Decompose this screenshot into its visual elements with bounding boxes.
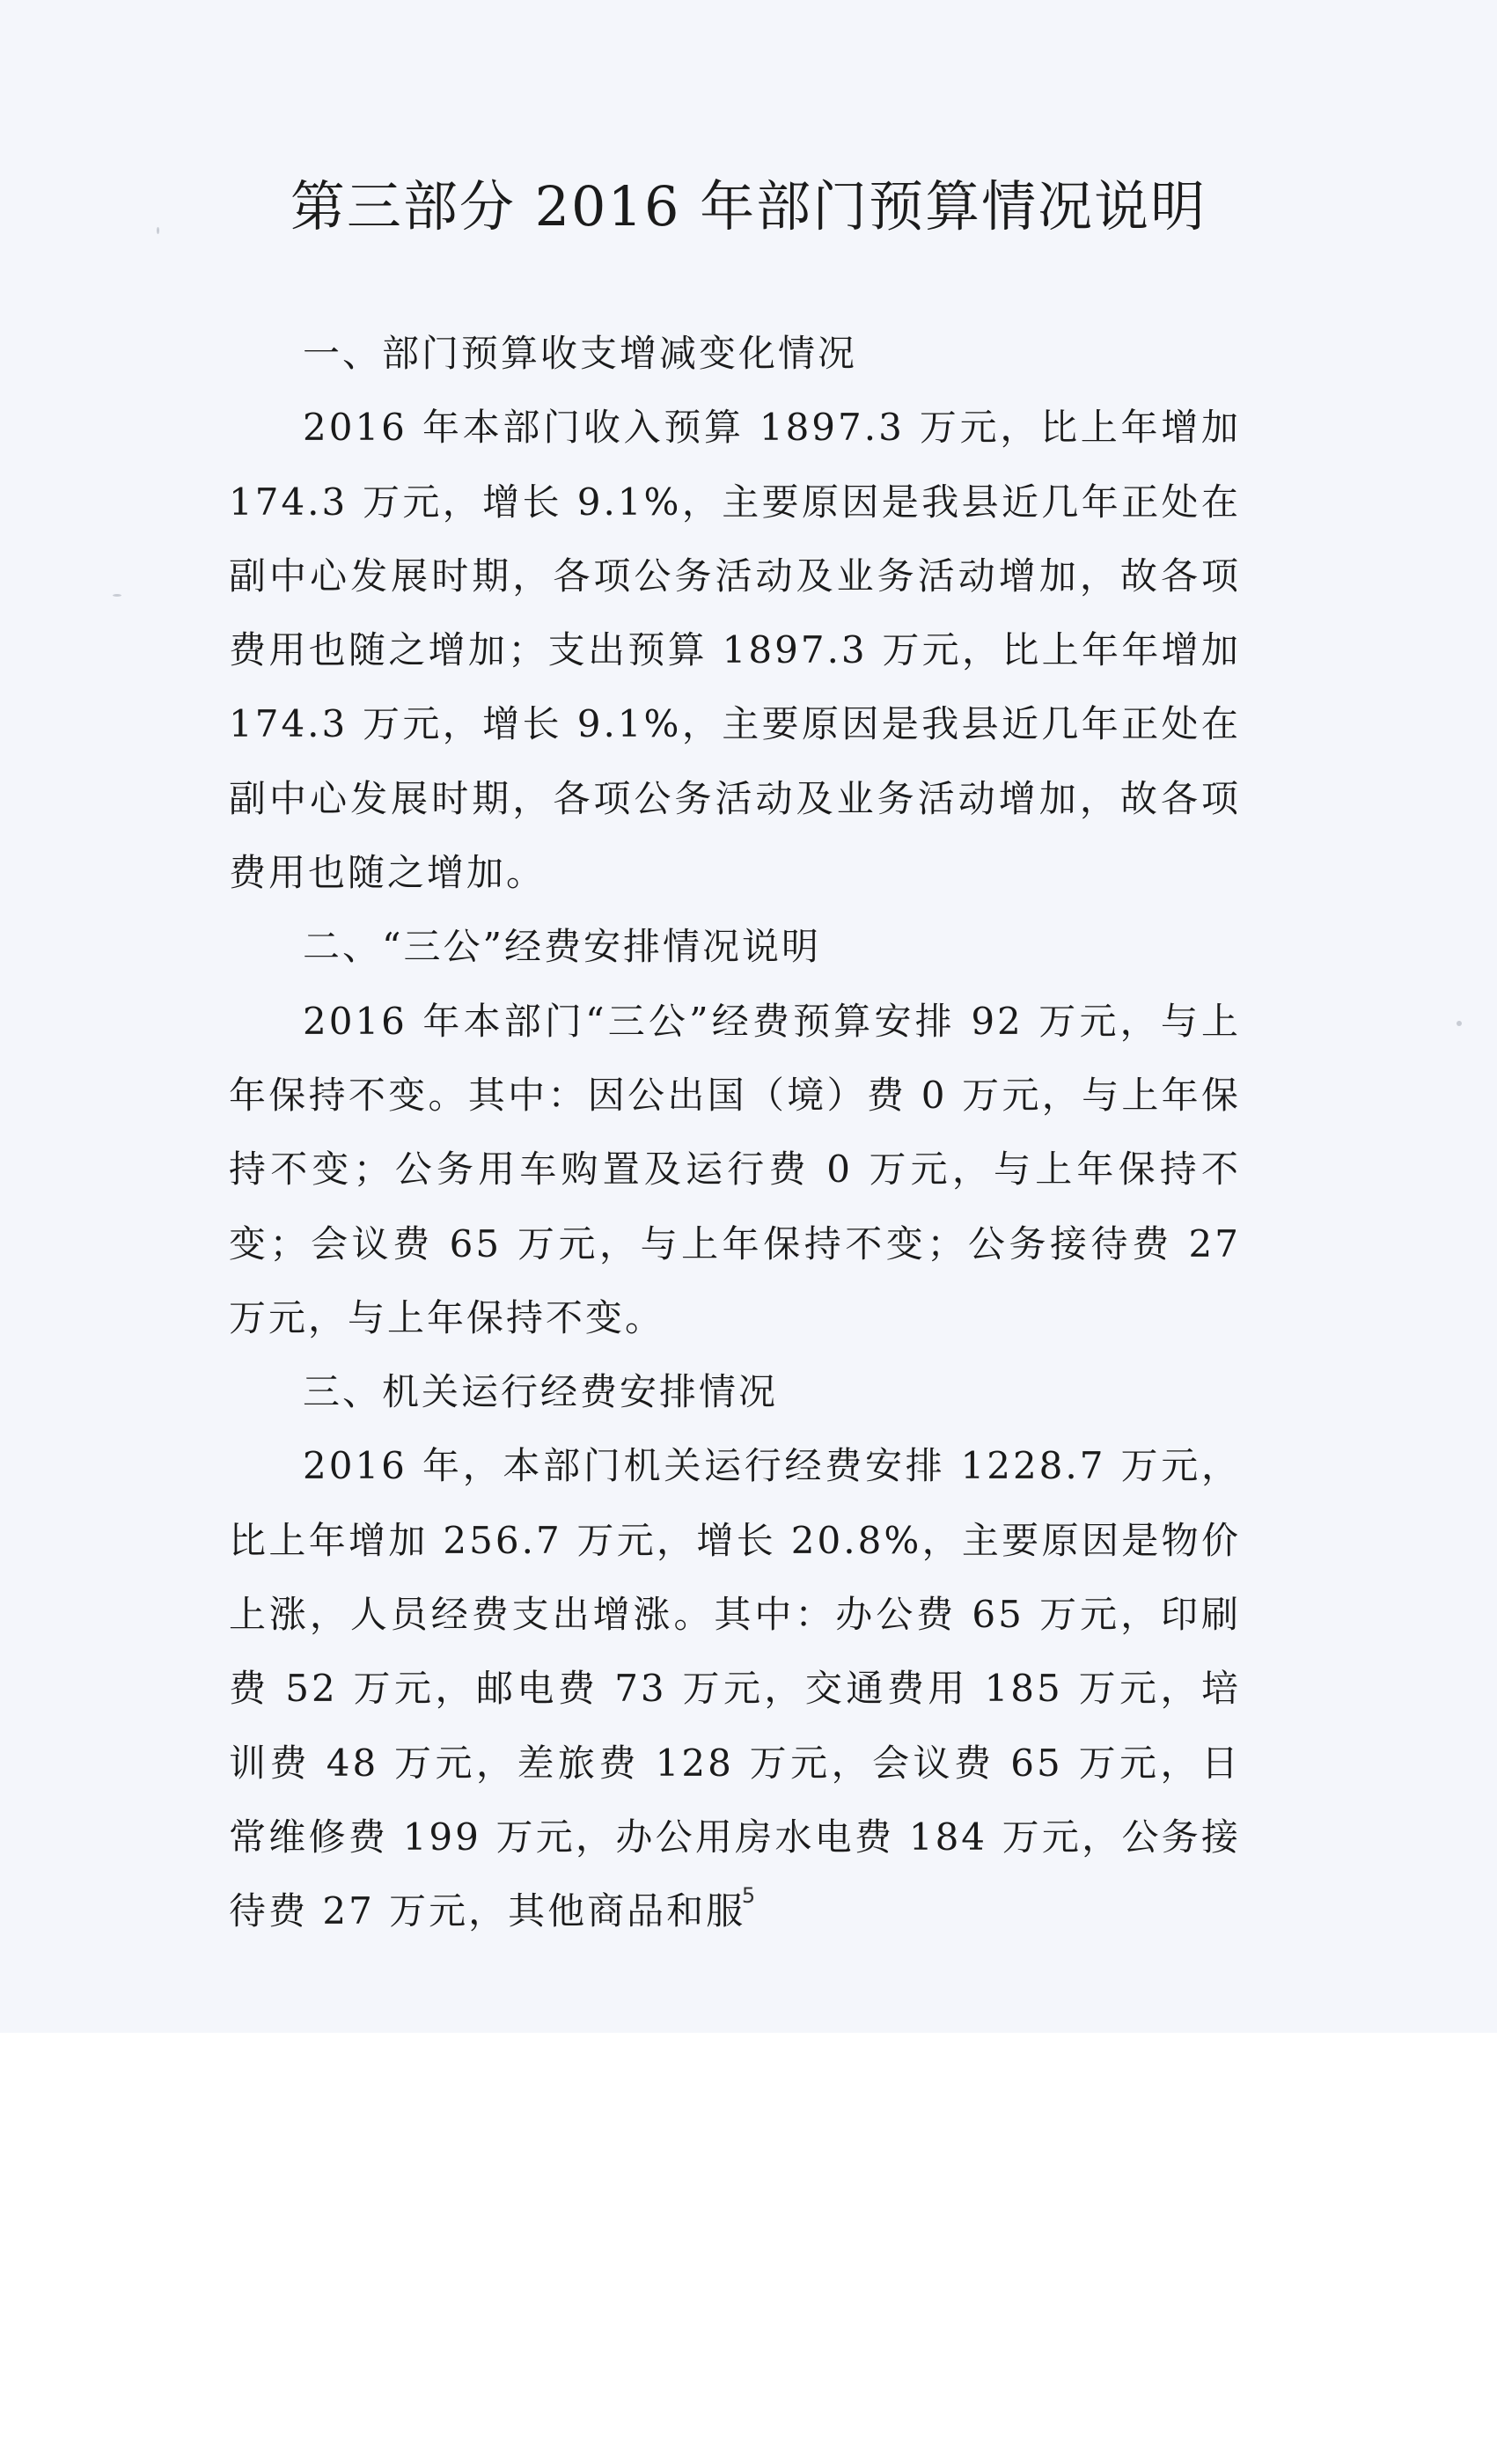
section-heading: 一、部门预算收支增减变化情况 xyxy=(303,332,858,375)
section-budget-changes xyxy=(229,317,1241,910)
blank-margin xyxy=(0,2033,1497,2464)
scan-speck xyxy=(113,594,121,597)
section-heading: 三、机关运行经费安排情况 xyxy=(303,1370,779,1414)
section-operating-expenses xyxy=(229,1355,1241,1948)
paragraph: 2016 年本部门收入预算 1897.3 万元，比上年增加 174.3 万元，增长 9.1%，主要原因是我县近几年正处在副中心发展时期，各项公务活动及业务活动增加，故各项费用也随之增加；支出预算 1897.3 万元，比上年年增加 174.3 万元，增长 9.1%，主要原因是我县近几年正处在副中心发展时期，各项公务活动及业务活动增加，故各项费用也随之增加。 xyxy=(229,406,1241,895)
scan-speck xyxy=(1457,1021,1462,1026)
page-title: 第三部分 2016 年部门预算情况说明 xyxy=(290,174,1207,238)
paragraph: 2016 年，本部门机关运行经费安排 1228.7 万元，比上年增加 256.7 万元，增长 20.8%，主要原因是物价上涨，人员经费支出增涨。其中：办公费 65 万元，印刷费 52 万元，邮电费 73 万元，交通费用 185 万元，培训费 48 万元，差旅费 128 万元，会议费 65 万元，日常维修费 199 万元，办公用房水电费 184 万元，公务接待费 27 万元，其他商品和服 xyxy=(229,1444,1241,1933)
page-number: 5 xyxy=(741,1883,756,1908)
document-body xyxy=(229,317,1241,1949)
paragraph: 2016 年本部门“三公”经费预算安排 92 万元，与上年保持不变。其中：因公出国（境）费 0 万元，与上年保持不变；公务用车购置及运行费 0 万元，与上年保持不变；会议费 65 万元，与上年保持不变；公务接待费 27 万元，与上年保持不变。 xyxy=(229,999,1241,1339)
section-heading: 二、“三公”经费安排情况说明 xyxy=(303,925,821,969)
section-three-public-expenses xyxy=(229,910,1241,1355)
